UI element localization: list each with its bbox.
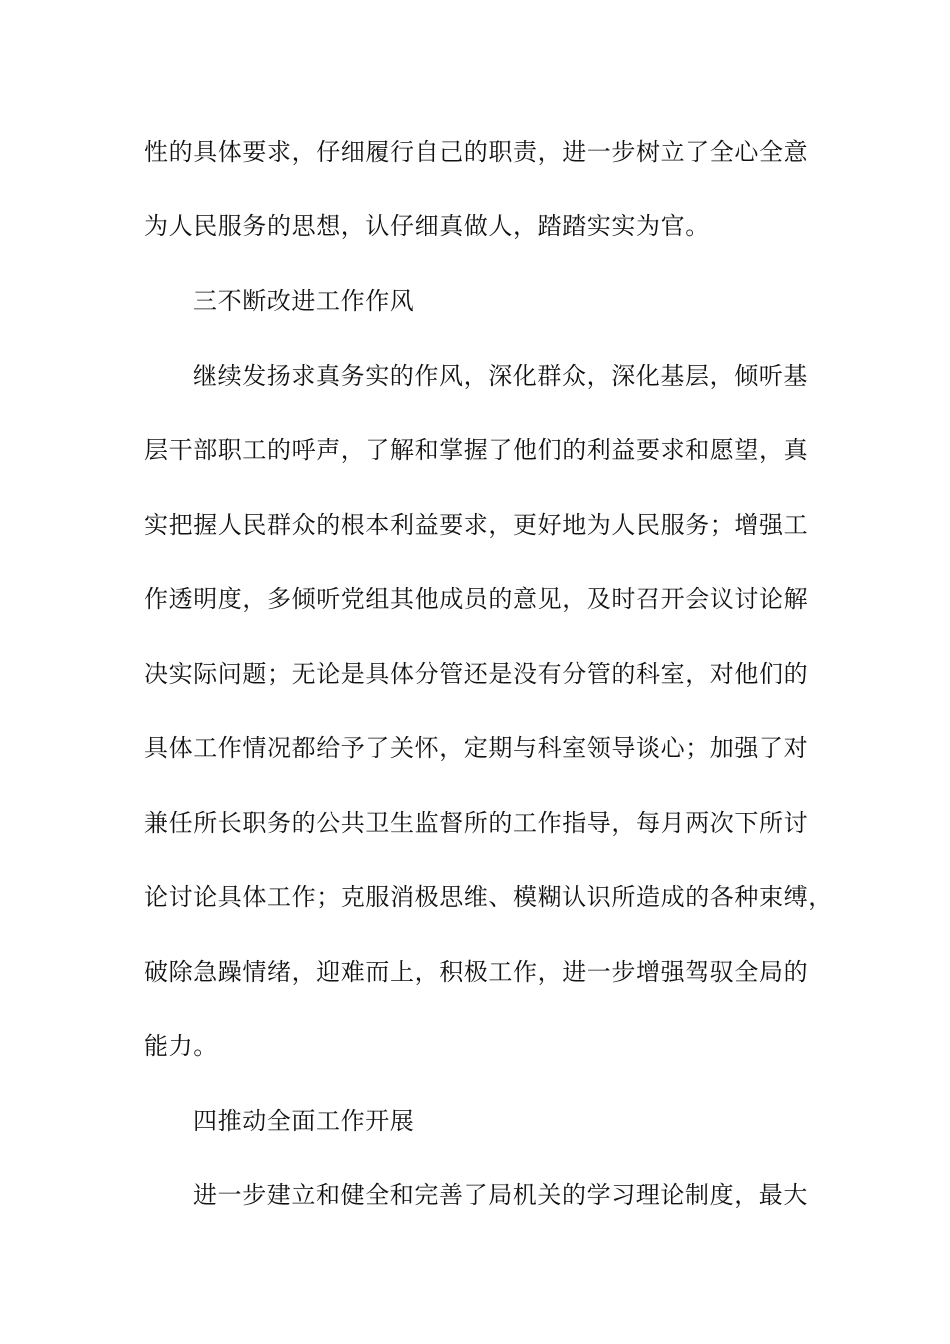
text-line: 兼任所长职务的公共卫生监督所的工作指导，每月两次下所讨 <box>144 809 809 837</box>
text-line: 能力。 <box>144 1032 218 1060</box>
text-line: 决实际问题；无论是具体分管还是没有分管的科室，对他们的 <box>144 660 809 688</box>
text-line: 实把握人民群众的根本利益要求，更好地为人民服务；增强工 <box>144 511 809 539</box>
text-line: 作透明度，多倾听党组其他成员的意见，及时召开会议讨论解 <box>144 585 809 613</box>
text-line: 性的具体要求，仔细履行自己的职责，进一步树立了全心全意 <box>144 138 809 166</box>
section-heading: 四推动全面工作开展 <box>193 1107 415 1135</box>
text-line: 为人民服务的思想，认仔细真做人，踏踏实实为官。 <box>144 212 710 240</box>
text-line: 具体工作情况都给予了关怀，定期与科室领导谈心；加强了对 <box>144 734 809 762</box>
text-line: 层干部职工的呼声，了解和掌握了他们的利益要求和愿望，真 <box>144 436 809 464</box>
text-line: 破除急躁情绪，迎难而上，积极工作，进一步增强驾驭全局的 <box>144 958 809 986</box>
text-line: 进一步建立和健全和完善了局机关的学习理论制度，最大 <box>193 1181 808 1209</box>
text-line: 论讨论具体工作；克服消极思维、模糊认识所造成的各种束缚， <box>144 883 833 911</box>
text-line: 继续发扬求真务实的作风，深化群众，深化基层，倾听基 <box>193 362 808 390</box>
section-heading: 三不断改进工作作风 <box>193 287 415 315</box>
